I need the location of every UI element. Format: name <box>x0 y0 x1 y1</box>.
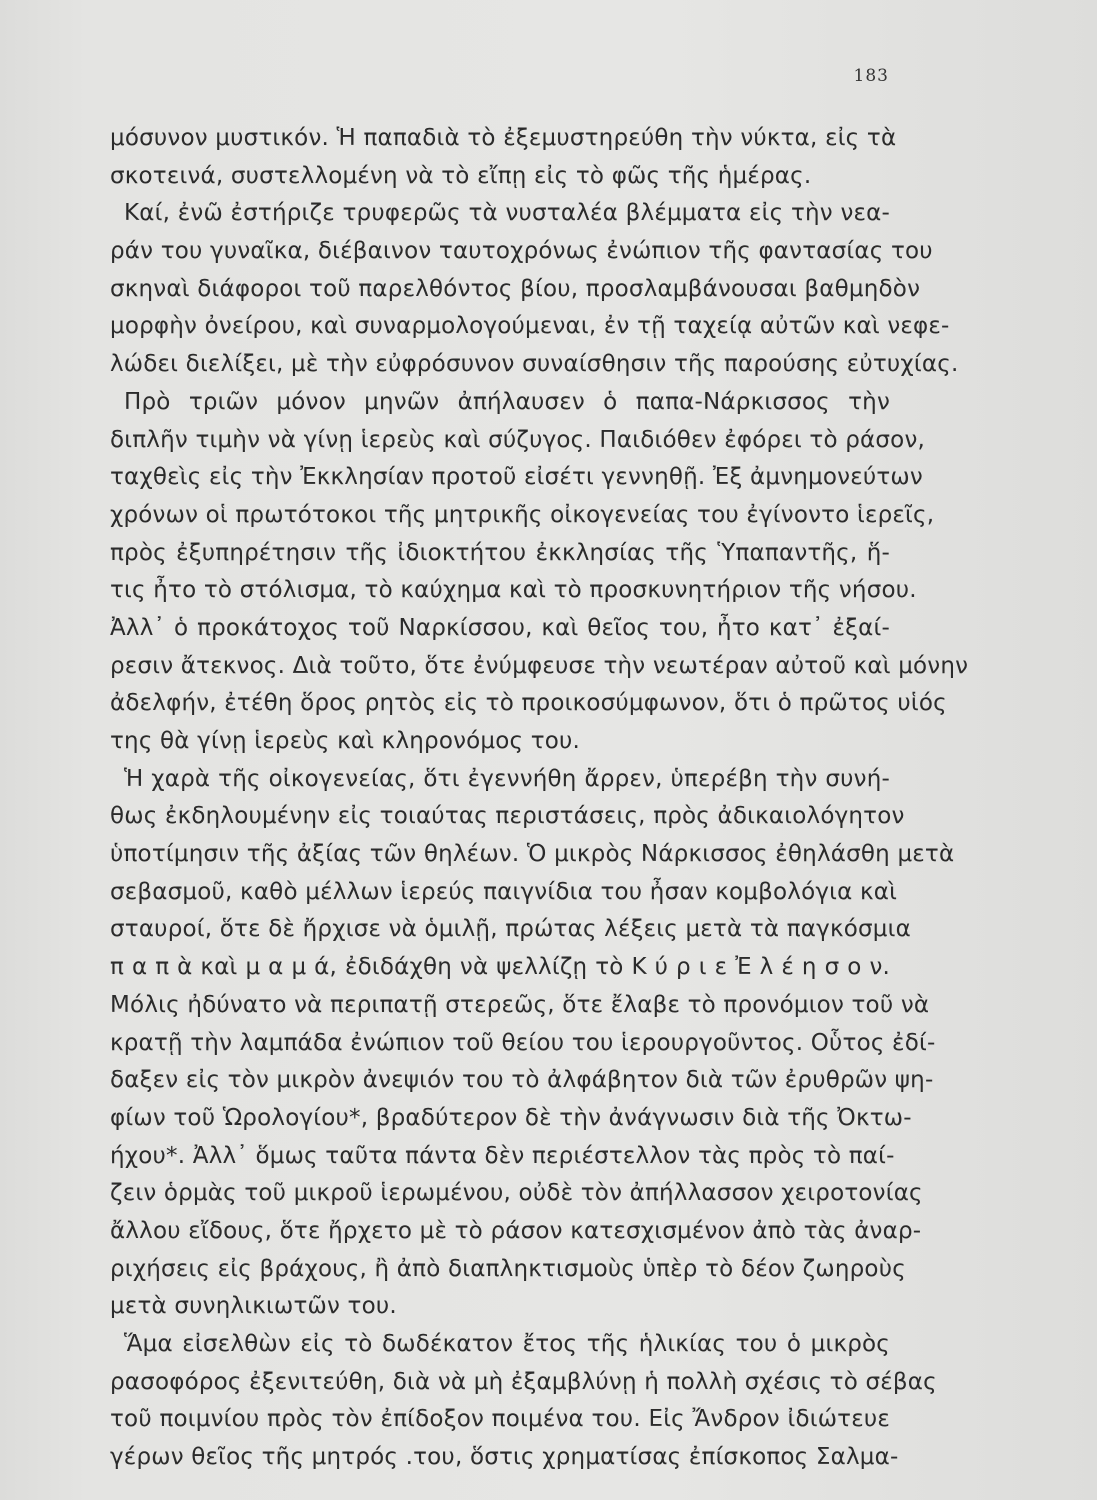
text-line: ριχήσεις εἰς βράχους, ἢ ἀπὸ διαπληκτισμοὺς ὑπὲρ τὸ δέον ζωηροὺς <box>110 1255 906 1282</box>
paragraph-start-line: Ἡ χαρὰ τῆς οἰκογενείας, ὅτι ἐγεννήθη ἄρρεν, ὑπερέβη τὴν συνή- <box>124 765 890 792</box>
text-line: ἄλλου εἴδους, ὅτε ἤρχετο μὲ τὸ ράσον κατεσχισμένον ἀπὸ τὰς ἀναρ- <box>110 1217 922 1244</box>
text-line: δαξεν εἰς τὸν μικρὸν ἀνεψιόν του τὸ ἀλφάβητον διὰ τῶν ἐρυθρῶν ψη- <box>110 1067 934 1094</box>
text-line: μετὰ συνηλικιωτῶν του. <box>110 1293 397 1320</box>
text-line: γέρων θεῖος τῆς μητρός .του, ὅστις χρηματίσας ἐπίσκοπος Σαλμα- <box>110 1444 899 1471</box>
text-line: της θὰ γίνῃ ἱερεὺς καὶ κληρονόμος του. <box>110 728 581 754</box>
text-line: χρόνων οἱ πρωτότοκοι τῆς μητρικῆς οἰκογενείας του ἐγίνοντο ἱερεῖς, <box>110 501 935 528</box>
text-line: Μόλις ἠδύνατο νὰ περιπατῇ στερεῶς, ὅτε ἔλαβε τὸ προνόμιον τοῦ νὰ <box>110 991 930 1018</box>
text-line: σκηναὶ διάφοροι τοῦ παρελθόντος βίου, προσλαμβάνουσαι βαθμηδὸν <box>110 275 921 302</box>
text-line: σκοτεινά, συστελλομένη νὰ τὸ εἴπῃ εἰς τὸ φῶς τῆς ἡμέρας. <box>110 162 812 189</box>
text-line: Ἀλλ᾽ ὁ προκάτοχος τοῦ Ναρκίσσου, καὶ θεῖος του, ἦτο κατ᾽ ἐξαί- <box>110 614 890 641</box>
paragraph-start-line: Ἅμα εἰσελθὼν εἰς τὸ δωδέκατον ἔτος τῆς ἡλικίας του ὁ μικρὸς <box>124 1331 890 1357</box>
text-line: θως ἐκδηλουμένην εἰς τοιαύτας περιστάσεις, πρὸς ἀδικαιολόγητον <box>110 803 905 830</box>
page-number: 183 <box>853 66 889 86</box>
text-line: λώδει διελίξει, μὲ τὴν εὐφρόσυνον συναίσθησιν τῆς παρούσης εὐτυχίας. <box>110 351 959 378</box>
text-line: κρατῇ τὴν λαμπάδα ἐνώπιον τοῦ θείου του ἱερουργοῦντος. Οὗτος ἐδί- <box>110 1029 936 1056</box>
text-line: ρεσιν ἄτεκνος. Διὰ τοῦτο, ὅτε ἐνύμφευσε τὴν νεωτέραν αὐτοῦ καὶ μόνην <box>110 652 969 679</box>
text-line: τοῦ ποιμνίου πρὸς τὸν ἐπίδοξον ποιμένα του. Εἰς Ἄνδρον ἰδιώτευε <box>110 1406 890 1433</box>
text-line: διπλῆν τιμὴν νὰ γίνῃ ἱερεὺς καὶ σύζυγος. Παιδιόθεν ἐφόρει τὸ ράσον, <box>110 426 926 453</box>
text-line: π α π ὰ καὶ μ α μ ά, ἐδιδάχθη νὰ ψελλίζῃ τὸ Κ ύ ρ ι ε Ἐ λ έ η σ ο ν. <box>110 954 890 981</box>
text-line: ρασοφόρος ἐξενιτεύθη, διὰ νὰ μὴ ἐξαμβλύνῃ ἡ πολλὴ σχέσις τὸ σέβας <box>110 1368 937 1395</box>
text-line: ταχθεὶς εἰς τὴν Ἐκκλησίαν προτοῦ εἰσέτι γεννηθῇ. Ἐξ ἀμνημονεύτων <box>110 464 923 491</box>
text-line: μόσυνον μυστικόν. Ἡ παπαδιὰ τὸ ἐξεμυστηρεύθη τὴν νύκτα, εἰς τὰ <box>110 125 897 151</box>
text-line: ράν του γυναῖκα, διέβαινον ταυτοχρόνως ἐνώπιον τῆς φαντασίας του <box>110 238 933 265</box>
text-line: τις ἦτο τὸ στόλισμα, τὸ καύχημα καὶ τὸ προσκυνητήριον τῆς νήσου. <box>110 577 917 604</box>
paragraph-start-line: Πρὸ τριῶν μόνον μηνῶν ἀπήλαυσεν ὁ παπα-Νάρκισσος τὴν <box>124 388 890 415</box>
text-line: ήχου*. Ἀλλ᾽ ὅμως ταῦτα πάντα δὲν περιέστελλον τὰς πρὸς τὸ παί- <box>110 1142 895 1169</box>
text-line: ἀδελφήν, ἐτέθη ὅρος ρητὸς εἰς τὸ προικοσύμφωνον, ὅτι ὁ πρῶτος υἱός <box>110 690 947 717</box>
text-line: φίων τοῦ Ὡρολογίου*, βραδύτερον δὲ τὴν ἀνάγνωσιν διὰ τῆς Ὀκτω- <box>110 1104 912 1131</box>
body-text <box>110 120 969 1477</box>
text-line: ζειν ὁρμὰς τοῦ μικροῦ ἱερωμένου, οὐδὲ τὸν ἀπήλλασσον χειροτονίας <box>110 1180 923 1207</box>
text-line: πρὸς ἐξυπηρέτησιν τῆς ἰδιοκτήτου ἐκκλησίας τῆς Ὑπαπαντῆς, ἥ- <box>110 539 890 566</box>
text-line: ὑποτίμησιν τῆς ἀξίας τῶν θηλέων. Ὁ μικρὸς Νάρκισσος ἐθηλάσθη μετὰ <box>110 841 955 868</box>
paragraph-start-line: Καί, ἐνῶ ἐστήριζε τρυφερῶς τὰ νυσταλέα βλέμματα εἰς τὴν νεα- <box>124 200 890 227</box>
text-line: σεβασμοῦ, καθὸ μέλλων ἱερεύς παιγνίδια του ἦσαν κομβολόγια καὶ <box>110 878 898 905</box>
text-line: σταυροί, ὅτε δὲ ἤρχισε νὰ ὁμιλῇ, πρώτας λέξεις μετὰ τὰ παγκόσμια <box>110 916 911 943</box>
text-line: μορφὴν ὀνείρου, καὶ συναρμολογούμεναι, ἐν τῇ ταχείᾳ αὐτῶν καὶ νεφε- <box>110 313 950 340</box>
